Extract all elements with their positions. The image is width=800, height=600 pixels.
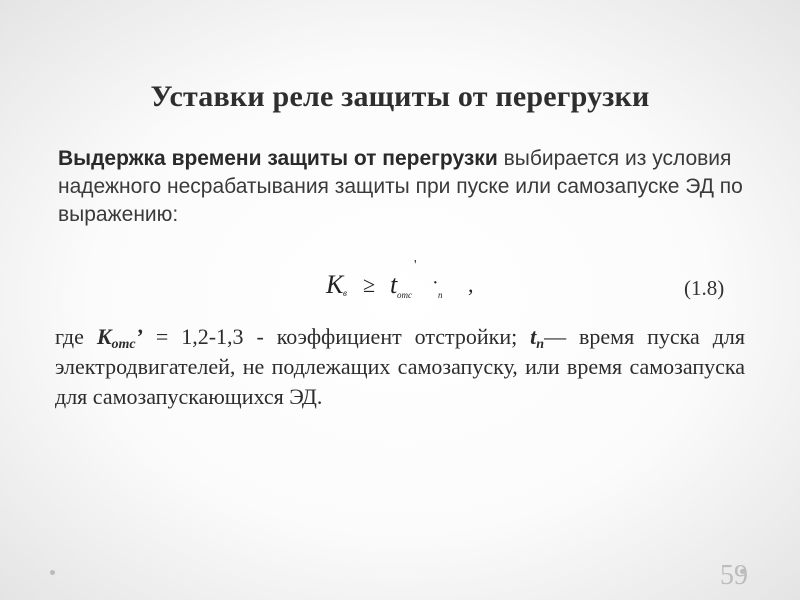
formula-comma: , xyxy=(468,272,474,297)
body-text-part: где xyxy=(55,324,97,349)
formula-k: K xyxy=(326,270,344,299)
equation-number: (1.8) xyxy=(684,276,725,300)
k-prime: ’ xyxy=(135,324,143,349)
t-subscript xyxy=(536,337,544,352)
formula-t-subscript: отс xyxy=(397,290,412,300)
bullet-dot-decoration xyxy=(50,570,55,575)
formula-t-prime: ' xyxy=(414,258,417,273)
formula-t: t xyxy=(390,270,398,299)
t-subscript-text: п xyxy=(536,337,545,352)
intro-text: выбирается из условия надежного несрабатывания защиты при пуске или самозапуске ЭД по выражению: xyxy=(58,147,743,226)
intro-paragraph xyxy=(58,145,758,229)
body-text-part: = 1,2-1,3 - коэффициент отстройки; xyxy=(142,324,531,349)
body-paragraph xyxy=(55,322,745,412)
formula-n-subscript: п xyxy=(438,290,443,300)
intro-bold-term: Выдержка времени защиты от перегрузки xyxy=(58,147,498,170)
k-subscript xyxy=(112,337,136,352)
formula-geq-sign: ≥ xyxy=(363,272,376,297)
k-symbol: K xyxy=(96,324,112,349)
k-subscript-text: отс xyxy=(111,337,136,352)
t-symbol: t xyxy=(530,324,537,349)
formula-k-subscript: в xyxy=(343,288,347,298)
page-number: 59 xyxy=(720,560,748,591)
formula xyxy=(326,258,526,302)
slide-title: Уставки реле защиты от перегрузки xyxy=(150,80,650,113)
formula-dot: · xyxy=(432,272,439,294)
body-text-part: — время пуска для электродвигателей, не подлежащих самозапуску, или время самозапуска для самозапускающихся ЭД. xyxy=(55,324,745,409)
